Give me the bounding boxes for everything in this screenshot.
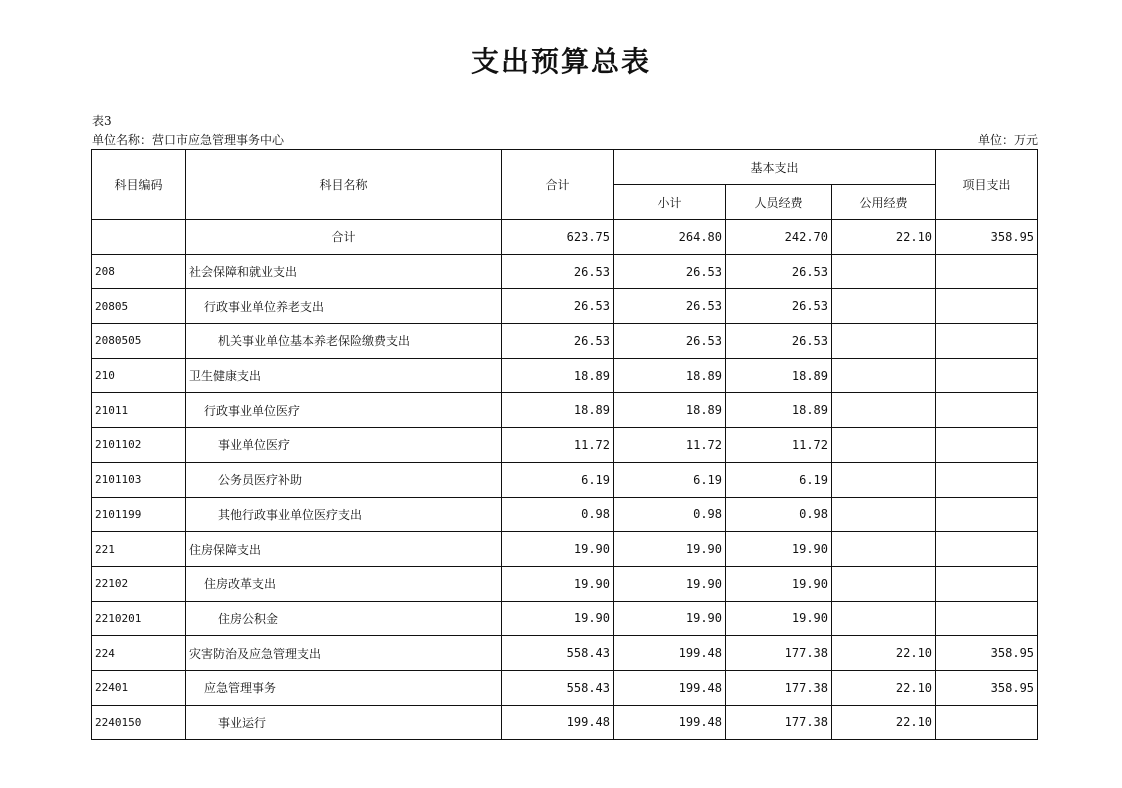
row-personnel: 177.38 [726, 705, 832, 740]
row-name: 行政事业单位医疗 [186, 393, 502, 428]
header-subtotal: 小计 [614, 185, 726, 220]
row-subtotal: 11.72 [614, 428, 726, 463]
row-name: 合计 [186, 220, 502, 255]
row-subtotal: 26.53 [614, 254, 726, 289]
budget-table [91, 149, 1038, 740]
row-subtotal: 19.90 [614, 532, 726, 567]
row-subtotal: 26.53 [614, 289, 726, 324]
row-project [936, 497, 1038, 532]
row-project: 358.95 [936, 220, 1038, 255]
row-public [832, 358, 936, 393]
row-project [936, 324, 1038, 359]
row-personnel: 26.53 [726, 254, 832, 289]
row-project [936, 462, 1038, 497]
row-subtotal: 18.89 [614, 393, 726, 428]
row-code: 2210201 [92, 601, 186, 636]
row-name: 事业运行 [186, 705, 502, 740]
header-code: 科目编码 [92, 150, 186, 220]
row-personnel: 19.90 [726, 532, 832, 567]
row-public [832, 324, 936, 359]
row-name: 卫生健康支出 [186, 358, 502, 393]
row-subtotal: 18.89 [614, 358, 726, 393]
row-subtotal: 26.53 [614, 324, 726, 359]
row-name: 住房公积金 [186, 601, 502, 636]
row-code: 2080505 [92, 324, 186, 359]
table-row [92, 428, 1038, 463]
row-total: 18.89 [502, 358, 614, 393]
row-code [92, 220, 186, 255]
row-project [936, 566, 1038, 601]
row-project [936, 601, 1038, 636]
row-public [832, 393, 936, 428]
row-subtotal: 6.19 [614, 462, 726, 497]
row-personnel: 26.53 [726, 324, 832, 359]
row-name: 公务员医疗补助 [186, 462, 502, 497]
row-public: 22.10 [832, 220, 936, 255]
row-personnel: 18.89 [726, 358, 832, 393]
row-project: 358.95 [936, 636, 1038, 671]
row-project [936, 532, 1038, 567]
row-total: 623.75 [502, 220, 614, 255]
table-row [92, 462, 1038, 497]
row-project [936, 254, 1038, 289]
row-subtotal: 264.80 [614, 220, 726, 255]
row-public: 22.10 [832, 705, 936, 740]
row-code: 210 [92, 358, 186, 393]
header-total: 合计 [502, 150, 614, 220]
row-public [832, 566, 936, 601]
table-number: 表3 [92, 114, 112, 128]
row-public [832, 254, 936, 289]
row-total: 19.90 [502, 532, 614, 567]
row-total: 26.53 [502, 254, 614, 289]
row-total: 11.72 [502, 428, 614, 463]
row-total: 558.43 [502, 670, 614, 705]
row-personnel: 0.98 [726, 497, 832, 532]
row-personnel: 19.90 [726, 601, 832, 636]
row-name: 机关事业单位基本养老保险缴费支出 [186, 324, 502, 359]
row-project: 358.95 [936, 670, 1038, 705]
row-public [832, 289, 936, 324]
row-personnel: 177.38 [726, 670, 832, 705]
row-subtotal: 199.48 [614, 670, 726, 705]
row-code: 20805 [92, 289, 186, 324]
header-public: 公用经费 [832, 185, 936, 220]
row-name: 行政事业单位养老支出 [186, 289, 502, 324]
row-personnel: 242.70 [726, 220, 832, 255]
row-code: 2101102 [92, 428, 186, 463]
row-public: 22.10 [832, 670, 936, 705]
row-name: 住房改革支出 [186, 566, 502, 601]
row-code: 221 [92, 532, 186, 567]
table-row [92, 566, 1038, 601]
row-code: 208 [92, 254, 186, 289]
row-public [832, 428, 936, 463]
table-row [92, 670, 1038, 705]
table-row [92, 705, 1038, 740]
row-subtotal: 19.90 [614, 566, 726, 601]
row-project [936, 428, 1038, 463]
row-code: 2240150 [92, 705, 186, 740]
table-row [92, 532, 1038, 567]
row-total: 6.19 [502, 462, 614, 497]
row-public: 22.10 [832, 636, 936, 671]
row-code: 2101103 [92, 462, 186, 497]
row-project [936, 393, 1038, 428]
row-public [832, 601, 936, 636]
row-total: 0.98 [502, 497, 614, 532]
row-total: 18.89 [502, 393, 614, 428]
row-personnel: 6.19 [726, 462, 832, 497]
table-row [92, 393, 1038, 428]
row-total: 19.90 [502, 566, 614, 601]
header-basic: 基本支出 [614, 150, 936, 185]
row-name: 住房保障支出 [186, 532, 502, 567]
row-name: 社会保障和就业支出 [186, 254, 502, 289]
row-project [936, 358, 1038, 393]
row-personnel: 18.89 [726, 393, 832, 428]
row-code: 21011 [92, 393, 186, 428]
row-total: 26.53 [502, 324, 614, 359]
table-row [92, 220, 1038, 255]
row-personnel: 19.90 [726, 566, 832, 601]
row-total: 558.43 [502, 636, 614, 671]
row-code: 2101199 [92, 497, 186, 532]
header-name: 科目名称 [186, 150, 502, 220]
row-total: 199.48 [502, 705, 614, 740]
row-name: 事业单位医疗 [186, 428, 502, 463]
row-total: 19.90 [502, 601, 614, 636]
table-row [92, 601, 1038, 636]
row-personnel: 11.72 [726, 428, 832, 463]
row-subtotal: 199.48 [614, 705, 726, 740]
row-project [936, 289, 1038, 324]
header-project: 项目支出 [936, 150, 1038, 220]
row-total: 26.53 [502, 289, 614, 324]
row-name: 灾害防治及应急管理支出 [186, 636, 502, 671]
table-row [92, 289, 1038, 324]
row-name: 应急管理事务 [186, 670, 502, 705]
row-code: 224 [92, 636, 186, 671]
table-row [92, 636, 1038, 671]
unit-name: 单位名称：营口市应急管理事务中心 [92, 133, 285, 147]
table-row [92, 358, 1038, 393]
row-code: 22102 [92, 566, 186, 601]
row-code: 22401 [92, 670, 186, 705]
table-row [92, 254, 1038, 289]
table-row [92, 497, 1038, 532]
row-subtotal: 199.48 [614, 636, 726, 671]
row-personnel: 26.53 [726, 289, 832, 324]
row-public [832, 462, 936, 497]
currency-unit: 单位：万元 [977, 133, 1038, 147]
row-public [832, 532, 936, 567]
row-subtotal: 19.90 [614, 601, 726, 636]
row-personnel: 177.38 [726, 636, 832, 671]
row-subtotal: 0.98 [614, 497, 726, 532]
row-project [936, 705, 1038, 740]
row-name: 其他行政事业单位医疗支出 [186, 497, 502, 532]
page-title: 支出预算总表 [470, 45, 651, 78]
table-row [92, 324, 1038, 359]
row-public [832, 497, 936, 532]
header-personnel: 人员经费 [726, 185, 832, 220]
